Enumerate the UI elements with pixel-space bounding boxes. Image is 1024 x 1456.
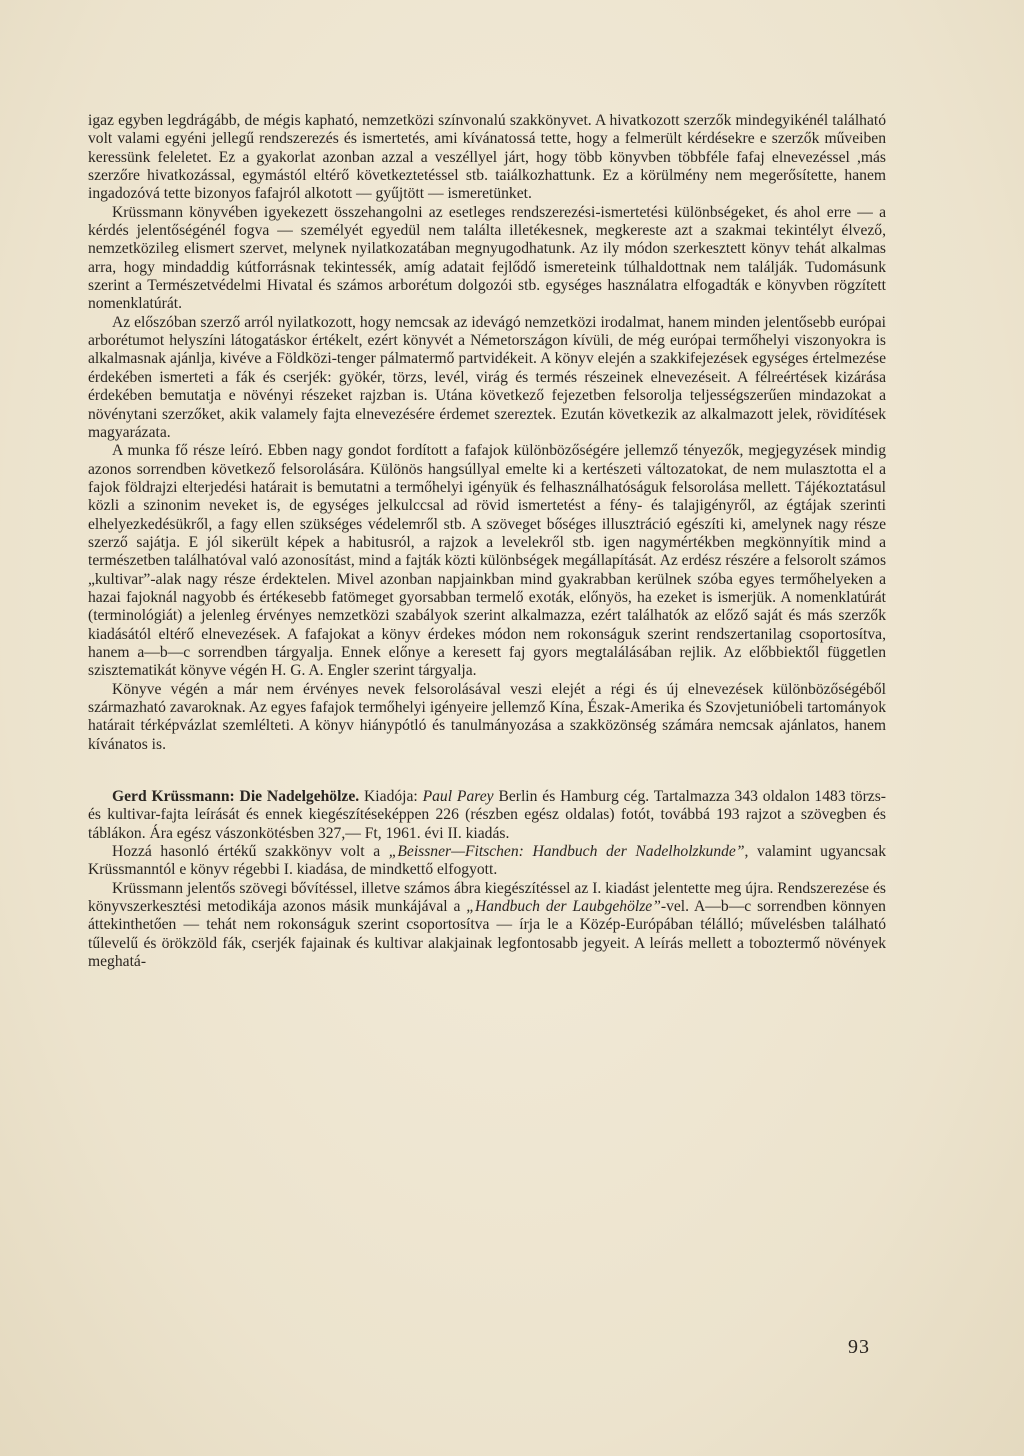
review-p3-book-title: „Handbuch der Laubgehölze” <box>466 898 661 916</box>
review-paragraph-2 <box>88 843 886 880</box>
review-p2-book-title: „Beissner—Fitschen: Handbuch der Nadelholzkunde” <box>388 843 745 861</box>
page-number: 93 <box>848 1336 870 1358</box>
paragraph-preface: Az előszóban szerző arról nyilatkozott, hogy nemcsak az idevágó nemzetközi irodalmat, hanem minden jelentősebb európai arborétumot helyszíni látogatáskor értékelt, ezért könyvét a Németországon kívüli, de még európai termőhelyi viszonyokra is alkalmasnak ajánlja, kivéve a Földközi-tenger pálmatermő partvidékeit. A könyv elején a szakkifejezések egységes értelmezése érdekében ismerteti a fák és cserjék: gyökér, törzs, levél, virág és termés részeinek elnevezéseit. A félreértések kizárása érdekében bemutatja e növényi részeket rajzban is. Utána következő fejezetben felsorolja teljességszerűen mindazokat a növénytani szerzőket, akik valamely fajta elnevezésére érdemet szereztek. Ezután következik az alkalmazott jelek, rövidítések magyarázata. <box>88 313 886 441</box>
review-p2-text-b: , valamint ugyancsak Krüssmanntól e könyv régebbi I. kiadása, de mindkettő elfogyott. <box>88 843 886 879</box>
review-heading-paragraph <box>88 788 886 843</box>
review-intro-a: Kiadója: <box>359 788 423 806</box>
paragraph-main-part: A munka fő része leíró. Ebben nagy gondot fordított a fafajok különbözőségére jellemző tényezők, megjegyzések mindig azonos sorrendben következő felsorolására. Különös hangsúllyal emelte ki a kertészeti változatokat, de nem mulasztotta el a fajok földrajzi elterjedési határait is bemutatni a termőhelyi igényük és felhasználhatóságuk felsorolása mellett. Tájékoztatásul közli a szinonim neveket is, de egységes jelkulccsal ad rövid ismertetést a fény- és talajigényről, az égtájak szerinti elhelyezkedésükről, a fagy ellen szükséges védelemről stb. A szöveget bőséges illusztráció egészíti ki, amelynek nagy része szerző sajátja. E jól sikerült képek a habitusról, a rajzok a levelekről stb. igen nagymértékben megkönnyítik mind a természetben találhatóval való azonosítást, mind a fajták közti különbségek megállapítását. Az erdész részére a felsorolt számos „kultivar”-alak nagy része érdektelen. Mivel azonban napjainkban mind gyakrabban kerülnek szóba egyes termőhelyeken a hazai fajoknál nagyobb és értékesebb fatömeget gyorsabban termelő exoták, előnyös, ha ezeket is ismerjük. A nomenklatúrát (terminológiát) a jelenleg érvényes nemzetközi szabályok szerint alkalmazza, ezért találhatók az előző saját és más szerzők kiadásától eltérő elnevezések. A fafajokat a könyv érdekes módon nem rokonságuk szerint rendszertanilag csoportosítva, hanem a—b—c sorrendben tárgyalja. Ennek előnye a keresett faj gyors megtalálásában rejlik. Az előbbiektől független szisztematikát könyve végén H. G. A. Engler szerint tárgyalja. <box>88 442 887 680</box>
review-paragraph-3 <box>88 880 886 972</box>
body-text <box>88 112 886 971</box>
review-intro-b: Berlin és Hamburg cég. Tartalmazza 343 oldalon 1483 törzs- és kultivar-fajta leírását és ennek kiegészítéseképpen 226 (részben egész oldalas) fotót, továbbá 193 rajzot a szövegben és táblákon. Ára egész vászonkötésben 327,— Ft, 1961. évi II. kiadás. <box>88 788 886 842</box>
review-p3-text-a: Krüssmann jelentős szövegi bővítéssel, illetve számos ábra kiegészítéssel az I. kiadást jelentette meg újra. Rendszerezése és könyvszerkesztési metodikája azonos másik munkájával a <box>88 879 886 916</box>
paragraph-continued: igaz egyben legdrágább, de mégis kapható, nemzetközi színvonalú szakkönyvet. A hivatkozott szerzők mindegyikénél található volt valami egyéni jellegű rendszerezés és ismertetés, ami kívánatossá tette, hogy a felmerült kérdésekre e szerzők műveiben keressünk feleletet. Ez a gyakorlat azonban azzal a veszéllyel járt, hogy több könyvben többféle fafaj elnevezéssel ,más szerzőre hivatkozással, egymástól eltérő következtetéssel stb. taiálkozhattunk. Ez a körülmény nem megerősítette, hanem ingadozóvá tette bizonyos fafajról alkotott — gyűjtött — ismeretünket. <box>88 112 886 203</box>
review-publisher: Paul Parey <box>422 788 494 806</box>
review-title: Gerd Krüssmann: Die Nadelgehölze. <box>112 788 360 806</box>
section-gap <box>88 754 886 788</box>
review-p2-text-a: Hozzá hasonló értékű szakkönyv volt a <box>112 843 389 861</box>
review-p3-text-b: -vel. A—b—c sorrendben könnyen áttekinthetően — tehát nem rokonságuk szerint csoportosítva — írja le a Közép-Európában télálló; művelésben található tűlevelű és örökzöld fák, cserjék fajainak és kultivar alakjainak legfontosabb jegyeit. A leírás mellett a toboztermő növények meghatá- <box>88 898 886 971</box>
paragraph-book-end: Könyve végén a már nem érvényes nevek felsorolásával veszi elejét a régi és új elnevezések különbözőségéből származható zavaroknak. Az egyes fafajok termőhelyi igényeire jellemző Kína, Észak-Amerika és Szovjetunióbeli tartományok határait térképvázlat szemlélteti. A könyv hiánypótló és tanulmányozása a szakközönség számára nemcsak ajánlatos, hanem kívánatos is. <box>88 680 886 753</box>
paragraph-krussmann-harmonization: Krüssmann könyvében igyekezett összehangolni az esetleges rendszerezési-ismertetési különbségeket, és ahol erre — a kérdés jelentőségénél fogva — személyét egyedül nem találta illetékesnek, megkereste azt a szakmai tekintélyt élvező, nemzetközileg elismert szervet, melynek nyilatkozatában megnyugodhatunk. Az ily módon szerkesztett könyv tehát alkalmas arra, hogy mindaddig kútforrásnak tekintessék, amíg adatait fejlődő ismereteink túlhaldottnak nem találják. Tudomásunk szerint a Természetvédelmi Hivatal és számos arborétum dolgozói stb. egységes használatra elfogadták e könyvben rögzített nomenklatúrát. <box>88 203 886 313</box>
